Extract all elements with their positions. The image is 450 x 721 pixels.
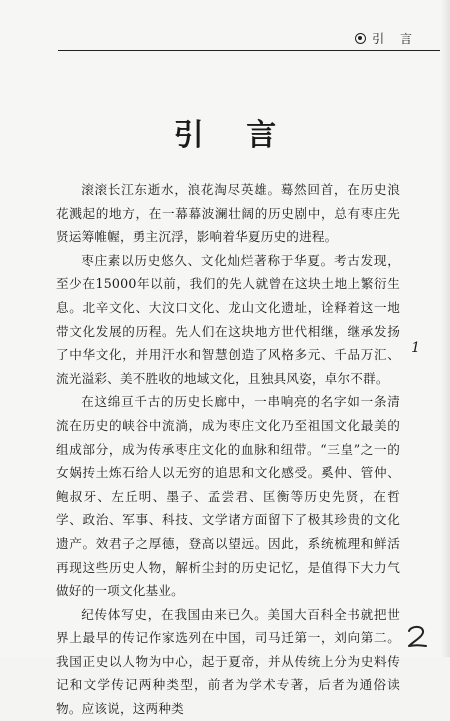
paragraph: 滚滚长江东逝水，浪花淘尽英雄。蓦然回首，在历史浪花溅起的地方，在一幕幕波澜壮阔的历史剧中，总有枣庄先贤运筹帷幄，勇主沉浮，影响着华夏历史的进程。 [56, 182, 400, 245]
paragraph: 在这绵亘千古的历史长廊中，一串响亮的名字如一条清流在历史的峡谷中流淌，成为枣庄文化乃至祖国文化最美的组成部分，成为传承枣庄文化的血脉和纽带。“三皇”之一的女娲抟土炼石给人以无穷的追思和文化感受。奚仲、管仲、鲍叔牙、左丘明、墨子、孟尝君、匡衡等历史先贤，在哲学、政治、军事、科技、文学诸方面留下了极其珍贵的文化遗产。效君子之厚德，登高以望远。因此，系统梳理和鲜活再现这些历史人物，解析尘封的历史记忆，是值得下大力气做好的一项文化基业。 [56, 394, 400, 599]
page-edge-shadow [440, 0, 450, 657]
running-head [355, 30, 418, 47]
running-head-text: 引 言 [372, 32, 418, 46]
paragraph: 纪传体写史，在我国由来已久。美国大百科全书就把世界上最早的传记作家选列在中国，司马迁第一，刘向第二。我国正史以人物为中心，起于夏帝，并从传统上分为史料传记和文学传记两种类型，前者为学术专著，后者为通俗读物。应该说，这两种类 [56, 606, 400, 717]
header-rule [58, 50, 440, 51]
handwritten-mark [402, 621, 432, 651]
page-number: 1 [411, 340, 420, 356]
circle-bullet-icon [355, 33, 366, 44]
body-text [56, 178, 400, 721]
paragraph: 枣庄素以历史悠久、文化灿烂著称于华夏。考古发现，至少在15000年以前，我们的先人就曾在这块土地上繁衍生息。北辛文化、大汶口文化、龙山文化遗址，诠释着这一地带文化发展的历程。先人们在这块地方世代相继，继承发扬了中华文化，并用汗水和智慧创造了风格多元、千品万汇、流光溢彩、美不胜收的地域文化，且独具风姿，卓尔不群。 [56, 252, 400, 386]
chapter-title: 引 言 [173, 118, 293, 153]
